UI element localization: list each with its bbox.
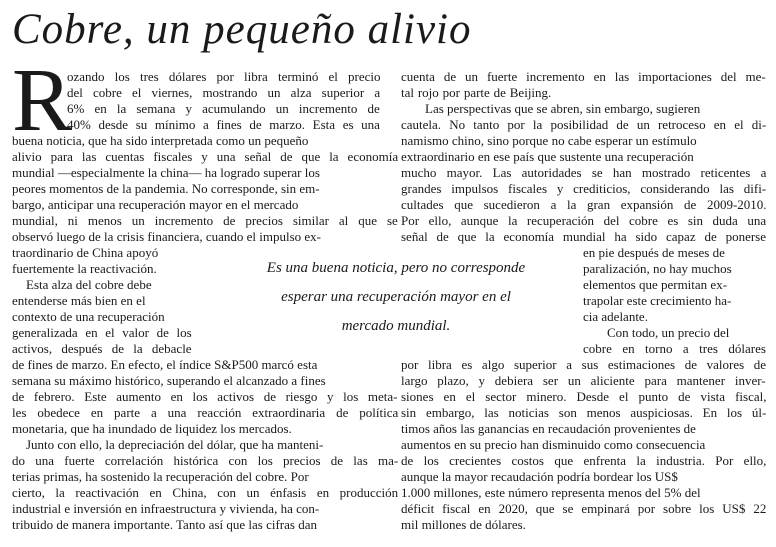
text-line: grandes impulsos fiscales y crediticios, considerando las difi- — [401, 181, 767, 196]
text-line: Con todo, un precio del — [607, 325, 730, 340]
text-line: 40% desde su mínimo a fines de marzo. Esta es una — [67, 117, 380, 132]
text-line: déficit fiscal en 2020, que se empinará por sobre los US$ 22 — [401, 501, 767, 516]
article-title: Cobre, un pequeño alivio — [12, 6, 472, 53]
text-line: bargo, anticipar una recuperación mayor en el mercado — [12, 197, 299, 212]
text-line: observó luego de la crisis financiera, cuando el impulso ex- — [12, 229, 322, 244]
text-line: 6% en la semana y acumulando un incremento de — [67, 101, 380, 116]
text-line: largo plazo, y debiera ser un aliciente para mantener inver- — [401, 373, 766, 388]
text-line: tal rojo por parte de Beijing. — [401, 85, 552, 100]
text-line: extraordinario en ese país que sustente una recuperación — [401, 149, 694, 164]
text-line: mucho mayor. Las autoridades se han mostrado reticentes a — [401, 165, 767, 180]
text-line: 1.000 millones, este número representa menos del 5% del — [401, 485, 701, 500]
text-line: tribuido de manera importante. Tanto así que las cifras dan — [12, 517, 317, 532]
text-line: siones en el sector minero. Desde el punto de vista fiscal, — [401, 389, 767, 404]
pull-quote-line: Es una buena noticia, pero no corresponde — [266, 260, 526, 276]
text-line: sin embargo, las noticias son menos auspiciosas. En los úl- — [401, 405, 767, 420]
text-line: les obedece en parte a una reacción extraordinaria de política — [12, 405, 399, 420]
text-line: semana su máximo histórico, superando el alcanzado a fines — [12, 373, 326, 388]
pull-quote-line: esperar una recuperación mayor en el — [281, 289, 511, 305]
drop-cap: R — [12, 51, 73, 150]
text-line: activos, después de la debacle — [12, 341, 192, 356]
text-line: elementos que permitan ex- — [583, 277, 728, 292]
text-line: en pie después de meses de — [583, 245, 725, 260]
text-line: de los crecientes costos que enfrenta la industria. Por ello, — [401, 453, 767, 468]
text-line: contexto de una recuperación — [12, 309, 165, 324]
text-line: monetaria, que ha inundado de liquidez los mercados. — [12, 421, 292, 436]
text-line: cierto, la reactivación en China, con un énfasis en producción — [12, 485, 399, 500]
text-line: cobre en torno a tres dólares — [583, 341, 766, 356]
text-line: aunque la mayor recaudación podría bordear los US$ — [401, 469, 678, 484]
text-line: peores momentos de la pandemia. No corresponde, sin em- — [12, 181, 320, 196]
pull-quote — [210, 254, 582, 338]
text-line: mundial —especialmente la china— ha logrado superar los — [12, 165, 320, 180]
text-line: generalizada en el valor de los — [12, 325, 192, 340]
text-line: namismo chino, sino porque no cabe esperar un estímulo — [401, 133, 697, 148]
text-line: del cobre el viernes, mostrando un alza superior a — [67, 85, 381, 100]
text-line: Esta alza del cobre debe — [26, 277, 152, 292]
text-line: Las perspectivas que se abren, sin embargo, sugieren — [425, 101, 701, 116]
text-line: alivio para las cuentas fiscales y una señal de que la economía — [12, 149, 399, 164]
text-line: de febrero. Este aumento en los activos de riesgo y los meta- — [12, 389, 398, 404]
pull-quote-line: mercado mundial. — [341, 318, 451, 334]
text-line: buena noticia, que ha sido interpretada como un pequeño — [12, 133, 309, 148]
text-line: Por ello, aunque la recuperación del cobre es sin duda una — [401, 213, 767, 228]
text-line: Junto con ello, la depreciación del dólar, que ha manteni- — [26, 437, 324, 452]
text-line: mil millones de dólares. — [401, 517, 526, 532]
text-line: señal de que la economía mundial ha sido capaz de ponerse — [401, 229, 766, 244]
text-line: ozando los tres dólares por libra terminó el precio — [67, 69, 381, 84]
text-line: traordinario de China apoyó — [12, 245, 159, 260]
text-line: trapolar este crecimiento ha- — [583, 293, 732, 308]
text-line: fuertemente la reactivación. — [12, 261, 157, 276]
text-line: cautela. No tanto por la posibilidad de un retroceso en el di- — [401, 117, 767, 132]
text-line: cuenta de un fuerte incremento en las importaciones del me- — [401, 69, 766, 84]
text-line: terias primas, ha sostenido la recuperación del cobre. Por — [12, 469, 309, 484]
text-line: de fines de marzo. En efecto, el índice S&P500 marcó esta — [12, 357, 318, 372]
text-line: paralización, no hay muchos — [583, 261, 732, 276]
text-line: aumentos en su precio han disminuido como consecuencia — [401, 437, 706, 452]
text-line: timos años las ganancias en recaudación provenientes de — [401, 421, 696, 436]
text-line: industrial e inversión en infraestructura y vivienda, ha con- — [12, 501, 320, 516]
text-line: cia adelante. — [583, 309, 648, 324]
text-line: do una fuerte correlación histórica con los precios de las ma- — [12, 453, 399, 468]
text-line: mundial, ni menos un incremento de precios similar al que se — [12, 213, 398, 228]
text-line: entenderse más bien en el — [12, 293, 146, 308]
text-line: por libra es algo superior a sus estimaciones de valores de — [401, 357, 767, 372]
text-line: cultades que sucedieron a la gran expansión de 2009-2010. — [401, 197, 767, 212]
